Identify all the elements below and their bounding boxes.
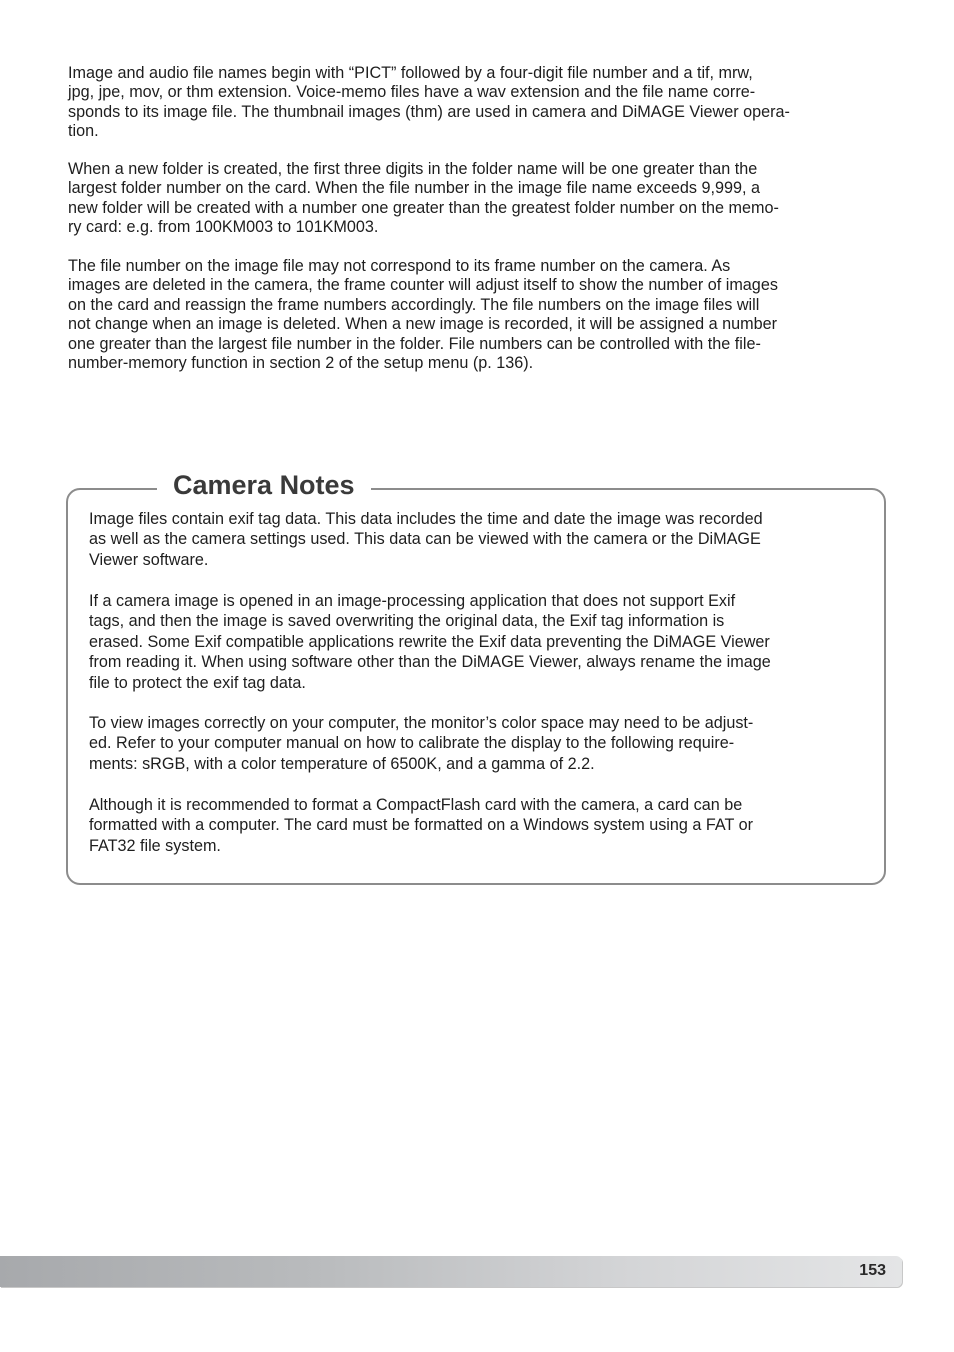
camera-notes-paragraph-overwrite: If a camera image is opened in an image-processing application that does not support Exif tags, and then the image is saved overwriting the original data, the Exif tag information is erased. Some Exif compatible applications rewrite the Exif data preventing the DiMAGE Viewer from reading it. When using software other than the DiMAGE Viewer, always rename the image file to protect the exif tag data.	[89, 592, 771, 692]
footer-bar	[0, 1256, 902, 1287]
camera-notes-title: Camera Notes	[157, 466, 371, 504]
body-paragraph-new-folder: When a new folder is created, the first three digits in the folder name will be one greater than the largest folder number on the card. When the file number in the image file name exceeds 9,999, a new folder will be created with a number one greater than the greatest folder number on the memo- ry card: e.g. from 100KM003 to 101KM003.	[68, 160, 779, 237]
page-number: 153	[859, 1262, 886, 1279]
camera-notes-paragraph-color-space: To view images correctly on your computer, the monitor’s color space may need to be adjust- ed. Refer to your computer manual on how to calibrate the display to the following require- ments: sRGB, with a color temperature of 6500K, and a gamma of 2.2.	[89, 714, 754, 773]
body-paragraph-file-number: The file number on the image file may not correspond to its frame number on the camera. As images are deleted in the camera, the frame counter will adjust itself to show the number of images on the card and reassign the frame numbers accordingly. The file numbers on the image files will not change when an image is deleted. When a new image is recorded, it will be assigned a number one greater than the largest file number in the folder. File numbers can be controlled with the file- number-memory function in section 2 of the setup menu (p. 136).	[68, 257, 778, 373]
body-paragraph-file-names: Image and audio file names begin with “PICT” followed by a four-digit file number and a tif, mrw, jpg, jpe, mov, or thm extension. Voice-memo files have a wav extension and the file name corre- sponds to its image file. The thumbnail images (thm) are used in camera and DiMAGE Viewer opera- tion.	[68, 64, 790, 141]
camera-notes-paragraph-format: Although it is recommended to format a CompactFlash card with the camera, a card can be formatted with a computer. The card must be formatted on a Windows system using a FAT or FAT32 file system.	[89, 796, 753, 855]
camera-notes-paragraph-exif: Image files contain exif tag data. This data includes the time and date the image was recorded as well as the camera settings used. This data can be viewed with the camera or the DiMAGE Viewer software.	[89, 510, 763, 569]
